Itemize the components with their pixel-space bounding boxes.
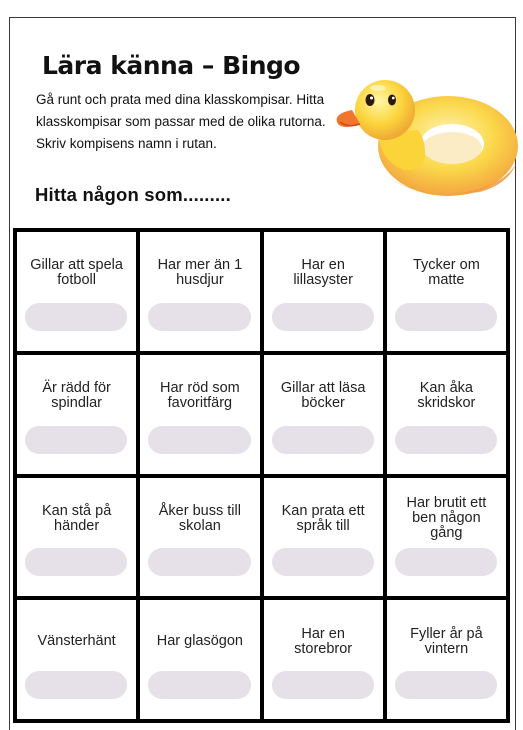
bingo-cell-label: Har en lillasyster [293, 257, 353, 289]
name-input-slot[interactable] [25, 303, 127, 331]
bingo-cell-label: Är rädd för spindlar [42, 380, 111, 412]
name-input-slot[interactable] [395, 548, 497, 576]
bingo-cell[interactable] [387, 600, 506, 719]
bingo-cell-label: Fyller år på vintern [410, 625, 483, 657]
name-input-slot[interactable] [148, 426, 250, 454]
bingo-cell-label: Vänsterhänt [37, 633, 116, 650]
bingo-cell-label: Kan åka skridskor [417, 380, 476, 412]
bingo-cell[interactable] [140, 232, 259, 351]
bingo-cell-label: Kan stå på händer [41, 502, 112, 534]
instructions-text: Gå runt och prata med dina klasskompisar. Hitta klasskompisar som passar med de olika rutorna. Skriv kompisens namn i rutan. [36, 92, 326, 151]
bingo-cell-label: Kan prata ett språk till [281, 502, 365, 534]
name-input-slot[interactable] [272, 426, 374, 454]
bingo-cell-label: Tycker om matte [412, 257, 480, 289]
bingo-cell[interactable] [387, 232, 506, 351]
name-input-slot[interactable] [272, 303, 374, 331]
bingo-cell-label: Har brutit ett ben någon gång [406, 495, 487, 542]
bingo-cell[interactable] [17, 232, 136, 351]
bingo-cell[interactable] [17, 478, 136, 597]
name-input-slot[interactable] [148, 548, 250, 576]
bingo-cell[interactable] [387, 478, 506, 597]
bingo-cell-label: Gillar att läsa böcker [280, 380, 366, 412]
bingo-cell-label: Har mer än 1 husdjur [157, 257, 243, 289]
name-input-slot[interactable] [148, 671, 250, 699]
name-input-slot[interactable] [272, 548, 374, 576]
bingo-cell[interactable] [140, 478, 259, 597]
bingo-grid [13, 228, 510, 723]
bingo-cell[interactable] [140, 355, 259, 474]
bingo-cell-label: Har glasögon [156, 633, 243, 650]
bingo-cell[interactable] [17, 355, 136, 474]
name-input-slot[interactable] [25, 548, 127, 576]
name-input-slot[interactable] [148, 303, 250, 331]
page-title: Lära känna – Bingo [42, 51, 301, 80]
section-subtitle: Hitta någon som......... [35, 184, 231, 205]
name-input-slot[interactable] [25, 671, 127, 699]
rubber-duck-swim-ring-icon [330, 72, 520, 202]
bingo-cell[interactable] [264, 478, 383, 597]
name-input-slot[interactable] [395, 426, 497, 454]
name-input-slot[interactable] [395, 671, 497, 699]
name-input-slot[interactable] [25, 426, 127, 454]
name-input-slot[interactable] [395, 303, 497, 331]
bingo-cell[interactable] [387, 355, 506, 474]
bingo-cell-label: Åker buss till skolan [158, 502, 241, 534]
bingo-cell[interactable] [264, 355, 383, 474]
bingo-cell[interactable] [264, 232, 383, 351]
bingo-cell-label: Gillar att spela fotboll [30, 257, 123, 289]
bingo-cell-label: Har röd som favoritfärg [159, 380, 240, 412]
bingo-cell[interactable] [140, 600, 259, 719]
name-input-slot[interactable] [272, 671, 374, 699]
bingo-cell-label: Har en storebror [294, 625, 353, 657]
bingo-cell[interactable] [17, 600, 136, 719]
bingo-cell[interactable] [264, 600, 383, 719]
